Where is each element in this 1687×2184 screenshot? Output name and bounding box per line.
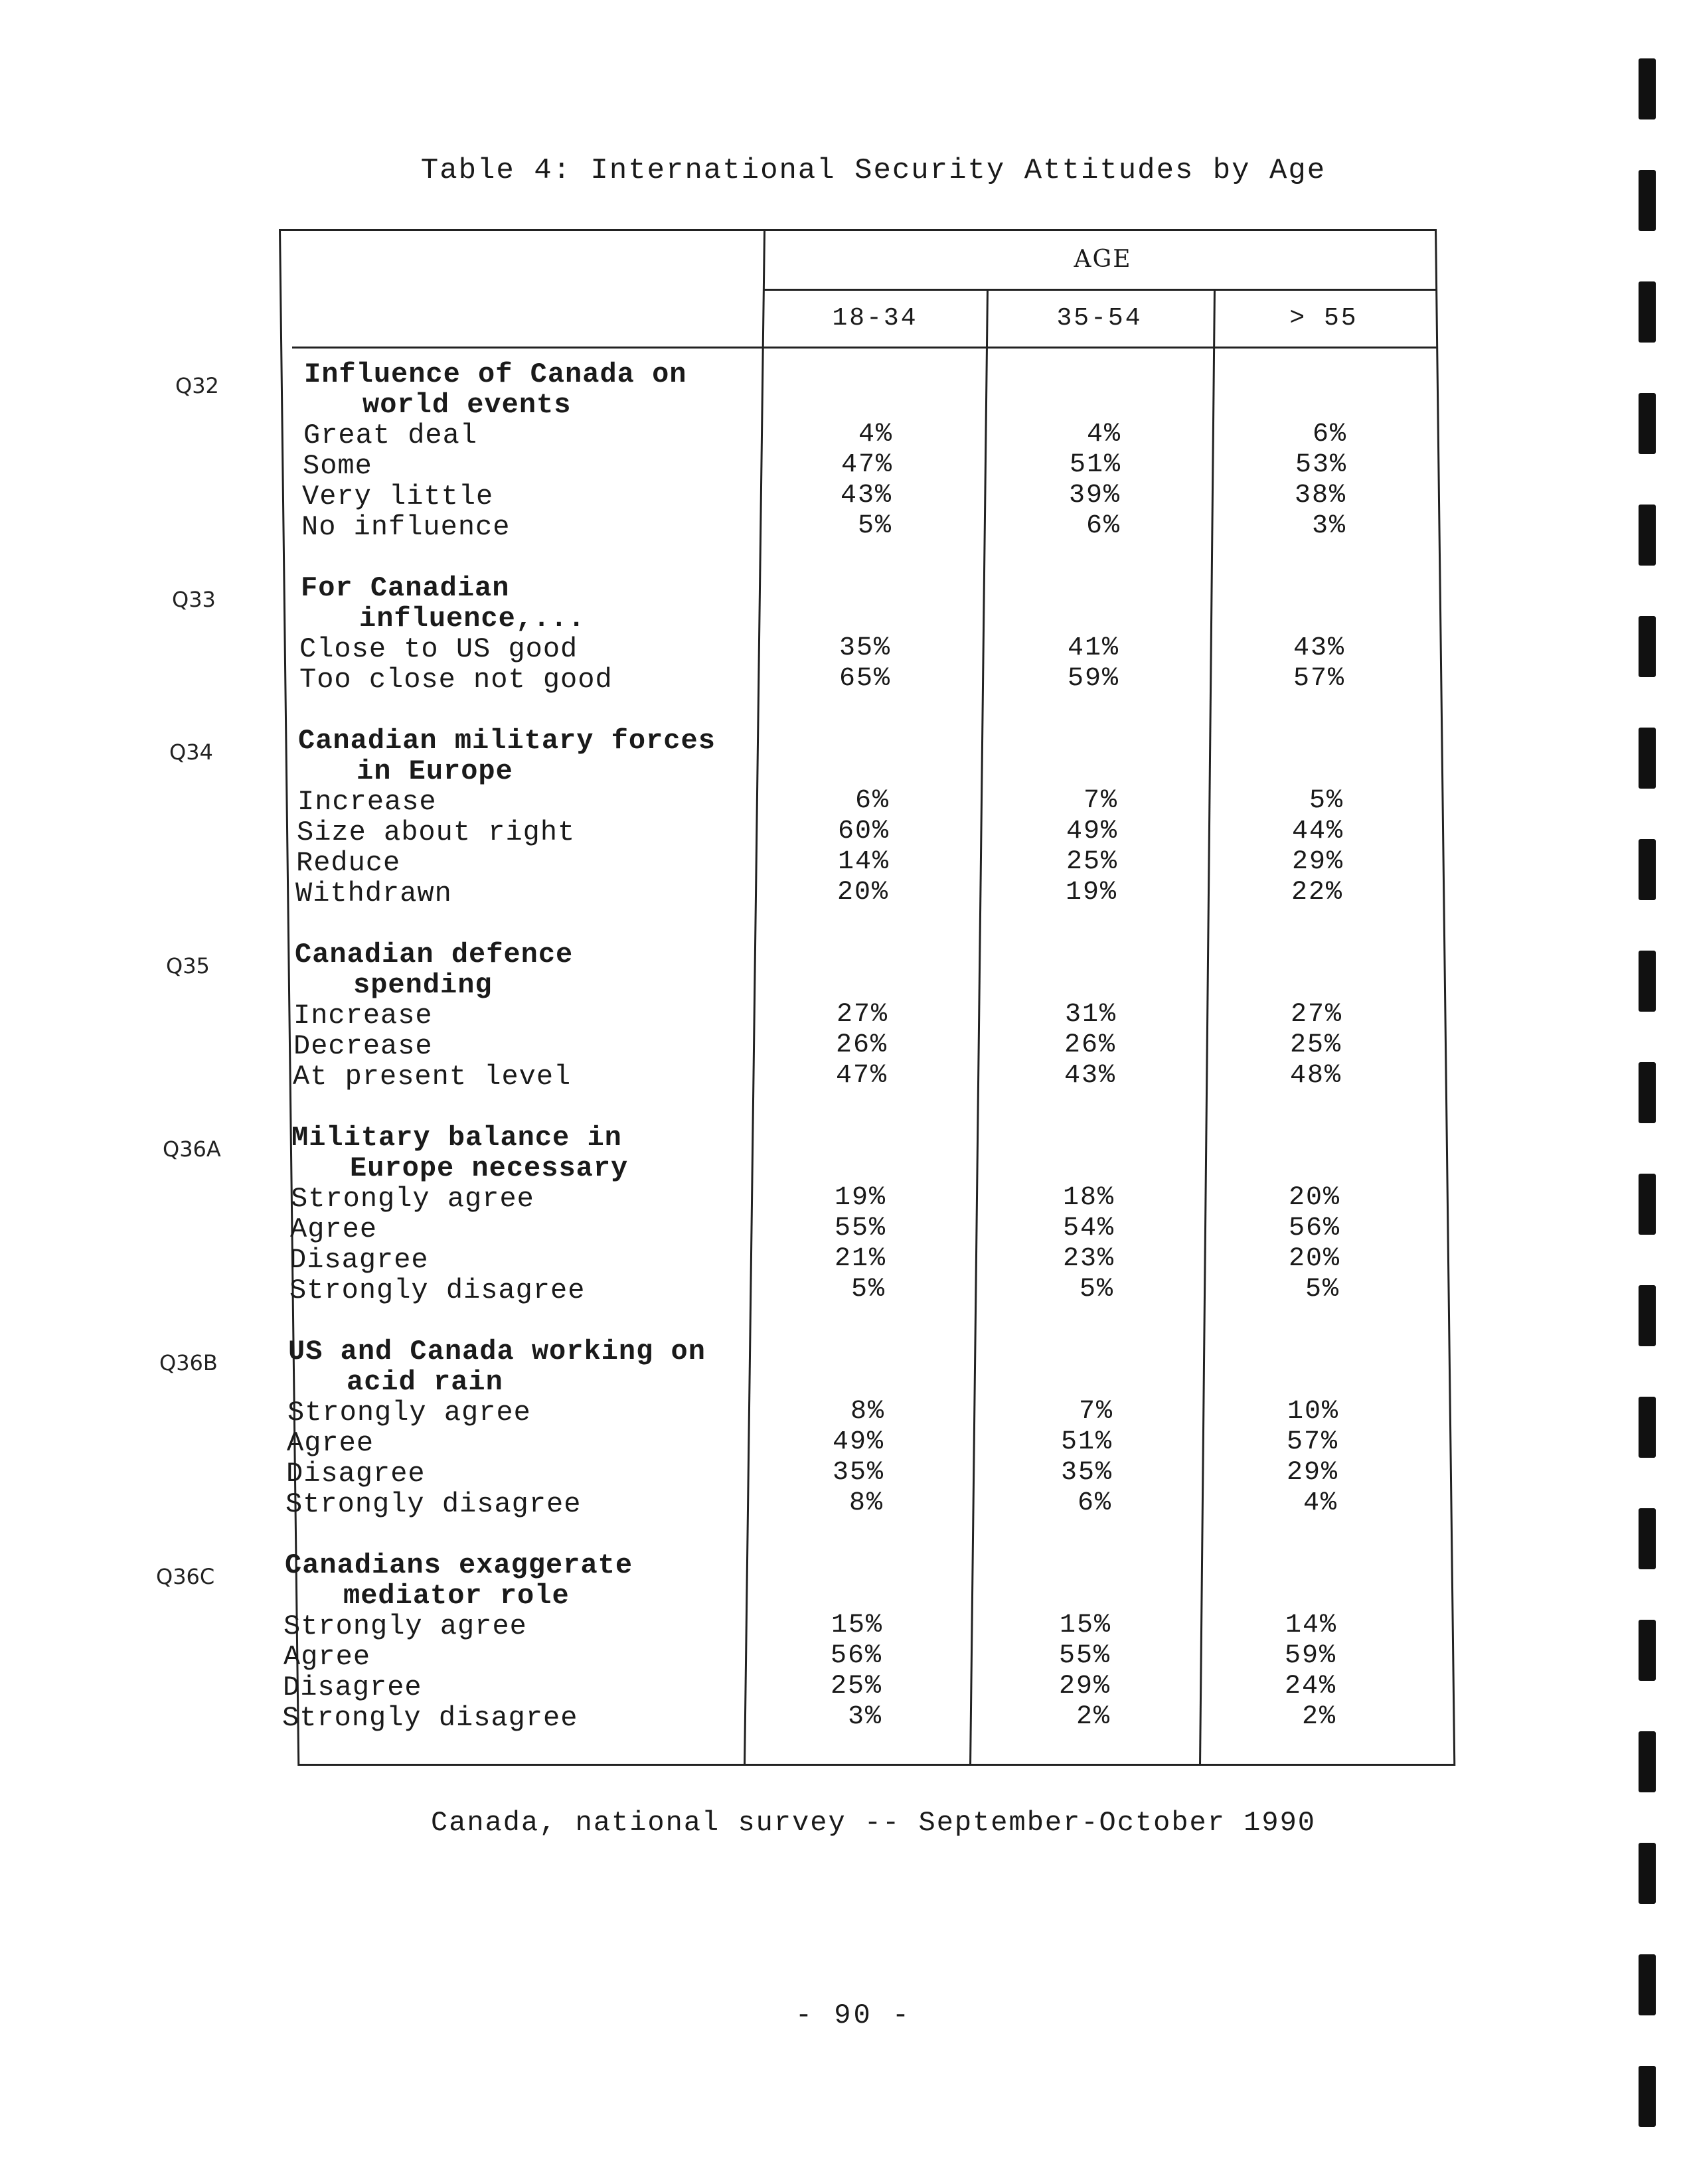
- response-label: Strongly disagree: [282, 1702, 578, 1734]
- percent-cell: 19%: [834, 1183, 886, 1213]
- question-code: Q36A: [163, 1136, 221, 1162]
- response-label: Agree: [290, 1213, 378, 1245]
- response-label: Withdrawn: [295, 878, 452, 909]
- binding-mark: [1639, 1285, 1656, 1346]
- binding-mark: [1639, 839, 1656, 900]
- percent-cell: 5%: [1079, 1275, 1114, 1304]
- percent-cell: 10%: [1287, 1397, 1339, 1427]
- percent-cell: 55%: [1058, 1641, 1111, 1671]
- binding-mark: [1639, 1731, 1656, 1792]
- binding-mark: [1639, 1174, 1656, 1235]
- percent-cell: 20%: [1288, 1244, 1340, 1274]
- response-label: No influence: [301, 511, 511, 543]
- response-label: Disagree: [289, 1244, 429, 1276]
- percent-cell: 23%: [1062, 1244, 1115, 1274]
- response-label: Strongly disagree: [285, 1488, 582, 1520]
- percent-cell: 22%: [1291, 878, 1343, 907]
- binding-mark: [1639, 170, 1656, 231]
- response-label: Agree: [283, 1641, 371, 1673]
- binding-mark: [1639, 505, 1656, 566]
- table-title: Table 4: International Security Attitudes by Age: [420, 154, 1326, 187]
- percent-cell: 5%: [1305, 1275, 1340, 1304]
- section-heading: Influence of Canada on: [304, 358, 687, 390]
- percent-cell: 49%: [1066, 817, 1118, 846]
- percent-cell: 59%: [1284, 1641, 1336, 1671]
- binding-mark: [1639, 616, 1656, 677]
- percent-cell: 29%: [1291, 847, 1344, 877]
- section-heading: acid rain: [347, 1366, 503, 1398]
- percent-cell: 54%: [1062, 1213, 1115, 1243]
- percent-cell: 4%: [858, 420, 893, 449]
- percent-cell: 7%: [1083, 786, 1118, 816]
- binding-mark: [1639, 1062, 1656, 1123]
- header-divider-columns: [292, 347, 1437, 349]
- percent-cell: 55%: [834, 1213, 886, 1243]
- percent-cell: 29%: [1286, 1458, 1338, 1488]
- percent-cell: 20%: [837, 878, 889, 907]
- section-heading: Europe necessary: [350, 1152, 629, 1184]
- binding-mark: [1639, 393, 1656, 454]
- percent-cell: 43%: [1293, 633, 1345, 663]
- section-heading: influence,...: [359, 603, 586, 635]
- binding-mark: [1639, 1397, 1656, 1458]
- section-heading: Canadians exaggerate: [285, 1549, 633, 1581]
- response-label: Too close not good: [299, 664, 613, 696]
- binding-mark: [1639, 2066, 1656, 2127]
- binding-mark: [1639, 281, 1656, 343]
- section-heading: Canadian defence: [295, 939, 574, 971]
- percent-cell: 6%: [1312, 420, 1347, 449]
- question-code: Q32: [175, 373, 219, 398]
- percent-cell: 56%: [1288, 1213, 1340, 1243]
- response-label: Strongly disagree: [289, 1275, 586, 1306]
- binding-mark: [1639, 1843, 1656, 1904]
- section-heading: in Europe: [357, 755, 513, 787]
- response-label: Disagree: [283, 1672, 422, 1703]
- percent-cell: 38%: [1294, 481, 1346, 510]
- binding-mark: [1639, 728, 1656, 789]
- binding-mark: [1639, 1508, 1656, 1569]
- percent-cell: 27%: [836, 1000, 888, 1030]
- percent-cell: 51%: [1060, 1427, 1113, 1457]
- percent-cell: 25%: [1066, 847, 1118, 877]
- section-heading: Canadian military forces: [298, 725, 716, 757]
- percent-cell: 4%: [1086, 420, 1121, 449]
- response-label: Increase: [293, 1000, 433, 1032]
- percent-cell: 7%: [1078, 1397, 1113, 1427]
- response-label: Strongly agree: [283, 1610, 527, 1642]
- percent-cell: 14%: [837, 847, 890, 877]
- percent-cell: 41%: [1067, 633, 1119, 663]
- percent-cell: 59%: [1067, 664, 1119, 694]
- response-label: Some: [303, 450, 372, 482]
- percent-cell: 20%: [1288, 1183, 1340, 1213]
- percent-cell: 27%: [1290, 1000, 1342, 1030]
- binding-mark: [1639, 951, 1656, 1012]
- percent-cell: 56%: [830, 1641, 882, 1671]
- percent-cell: 19%: [1065, 878, 1117, 907]
- percent-cell: 25%: [1289, 1030, 1342, 1060]
- section-heading: Military balance in: [291, 1122, 622, 1154]
- response-label: Reduce: [296, 847, 401, 879]
- question-code: Q33: [172, 587, 216, 612]
- percent-cell: 47%: [841, 450, 893, 480]
- response-label: Disagree: [286, 1458, 426, 1490]
- percent-cell: 3%: [847, 1702, 882, 1732]
- percent-cell: 57%: [1286, 1427, 1338, 1457]
- response-label: At present level: [293, 1061, 572, 1093]
- column-header-35-54: 35-54: [1056, 304, 1143, 333]
- percent-cell: 2%: [1301, 1702, 1336, 1732]
- percent-cell: 8%: [850, 1397, 885, 1427]
- percent-cell: 43%: [1064, 1061, 1116, 1091]
- percent-cell: 57%: [1293, 664, 1345, 694]
- section-heading: spending: [353, 969, 493, 1001]
- percent-cell: 15%: [1059, 1610, 1111, 1640]
- response-label: Very little: [302, 481, 494, 512]
- binding-mark: [1639, 1954, 1656, 2015]
- percent-cell: 31%: [1064, 1000, 1117, 1030]
- age-group-header: AGE: [1074, 246, 1132, 273]
- percent-cell: 51%: [1069, 450, 1121, 480]
- question-code: Q36C: [156, 1564, 215, 1589]
- percent-cell: 39%: [1068, 481, 1121, 510]
- percent-cell: 6%: [1085, 511, 1121, 541]
- percent-cell: 44%: [1291, 817, 1344, 846]
- percent-cell: 6%: [854, 786, 890, 816]
- binding-mark: [1639, 58, 1656, 119]
- header-divider-age: [763, 289, 1437, 291]
- percent-cell: 25%: [830, 1672, 882, 1701]
- percent-cell: 29%: [1058, 1672, 1111, 1701]
- percent-cell: 47%: [835, 1061, 888, 1091]
- percent-cell: 60%: [837, 817, 890, 846]
- percent-cell: 21%: [834, 1244, 886, 1274]
- percent-cell: 35%: [832, 1458, 884, 1488]
- response-label: Agree: [287, 1427, 374, 1459]
- section-heading: world events: [362, 389, 572, 421]
- percent-cell: 4%: [1303, 1488, 1338, 1518]
- percent-cell: 43%: [840, 481, 892, 510]
- percent-cell: 26%: [835, 1030, 888, 1060]
- column-header-55-plus: > 55: [1289, 304, 1358, 333]
- percent-cell: 18%: [1062, 1183, 1115, 1213]
- percent-cell: 3%: [1311, 511, 1346, 541]
- percent-cell: 14%: [1285, 1610, 1337, 1640]
- response-label: Great deal: [303, 420, 478, 451]
- column-header-18-34: 18-34: [832, 304, 918, 333]
- percent-cell: 53%: [1295, 450, 1347, 480]
- response-label: Close to US good: [299, 633, 578, 665]
- section-heading: US and Canada working on: [288, 1336, 706, 1367]
- percent-cell: 49%: [832, 1427, 884, 1457]
- page-number: - 90 -: [795, 1999, 912, 2031]
- percent-cell: 26%: [1064, 1030, 1116, 1060]
- percent-cell: 35%: [839, 633, 891, 663]
- percent-cell: 5%: [1309, 786, 1344, 816]
- percent-cell: 35%: [1060, 1458, 1113, 1488]
- question-code: Q35: [166, 953, 210, 978]
- percent-cell: 65%: [839, 664, 891, 694]
- percent-cell: 48%: [1289, 1061, 1342, 1091]
- survey-source-note: Canada, national survey -- September-October 1990: [430, 1807, 1316, 1839]
- response-label: Decrease: [293, 1030, 433, 1062]
- response-label: Increase: [297, 786, 437, 818]
- question-code: Q34: [169, 740, 213, 765]
- percent-cell: 5%: [857, 511, 892, 541]
- response-label: Strongly agree: [291, 1183, 534, 1215]
- percent-cell: 24%: [1284, 1672, 1336, 1701]
- percent-cell: 6%: [1077, 1488, 1112, 1518]
- percent-cell: 5%: [850, 1275, 886, 1304]
- section-heading: For Canadian: [301, 572, 510, 604]
- response-label: Size about right: [297, 817, 576, 848]
- binding-mark: [1639, 1620, 1656, 1681]
- response-label: Strongly agree: [287, 1397, 531, 1429]
- percent-cell: 15%: [831, 1610, 883, 1640]
- percent-cell: 8%: [848, 1488, 884, 1518]
- question-code: Q36B: [159, 1350, 218, 1375]
- section-heading: mediator role: [343, 1580, 570, 1612]
- percent-cell: 2%: [1076, 1702, 1111, 1732]
